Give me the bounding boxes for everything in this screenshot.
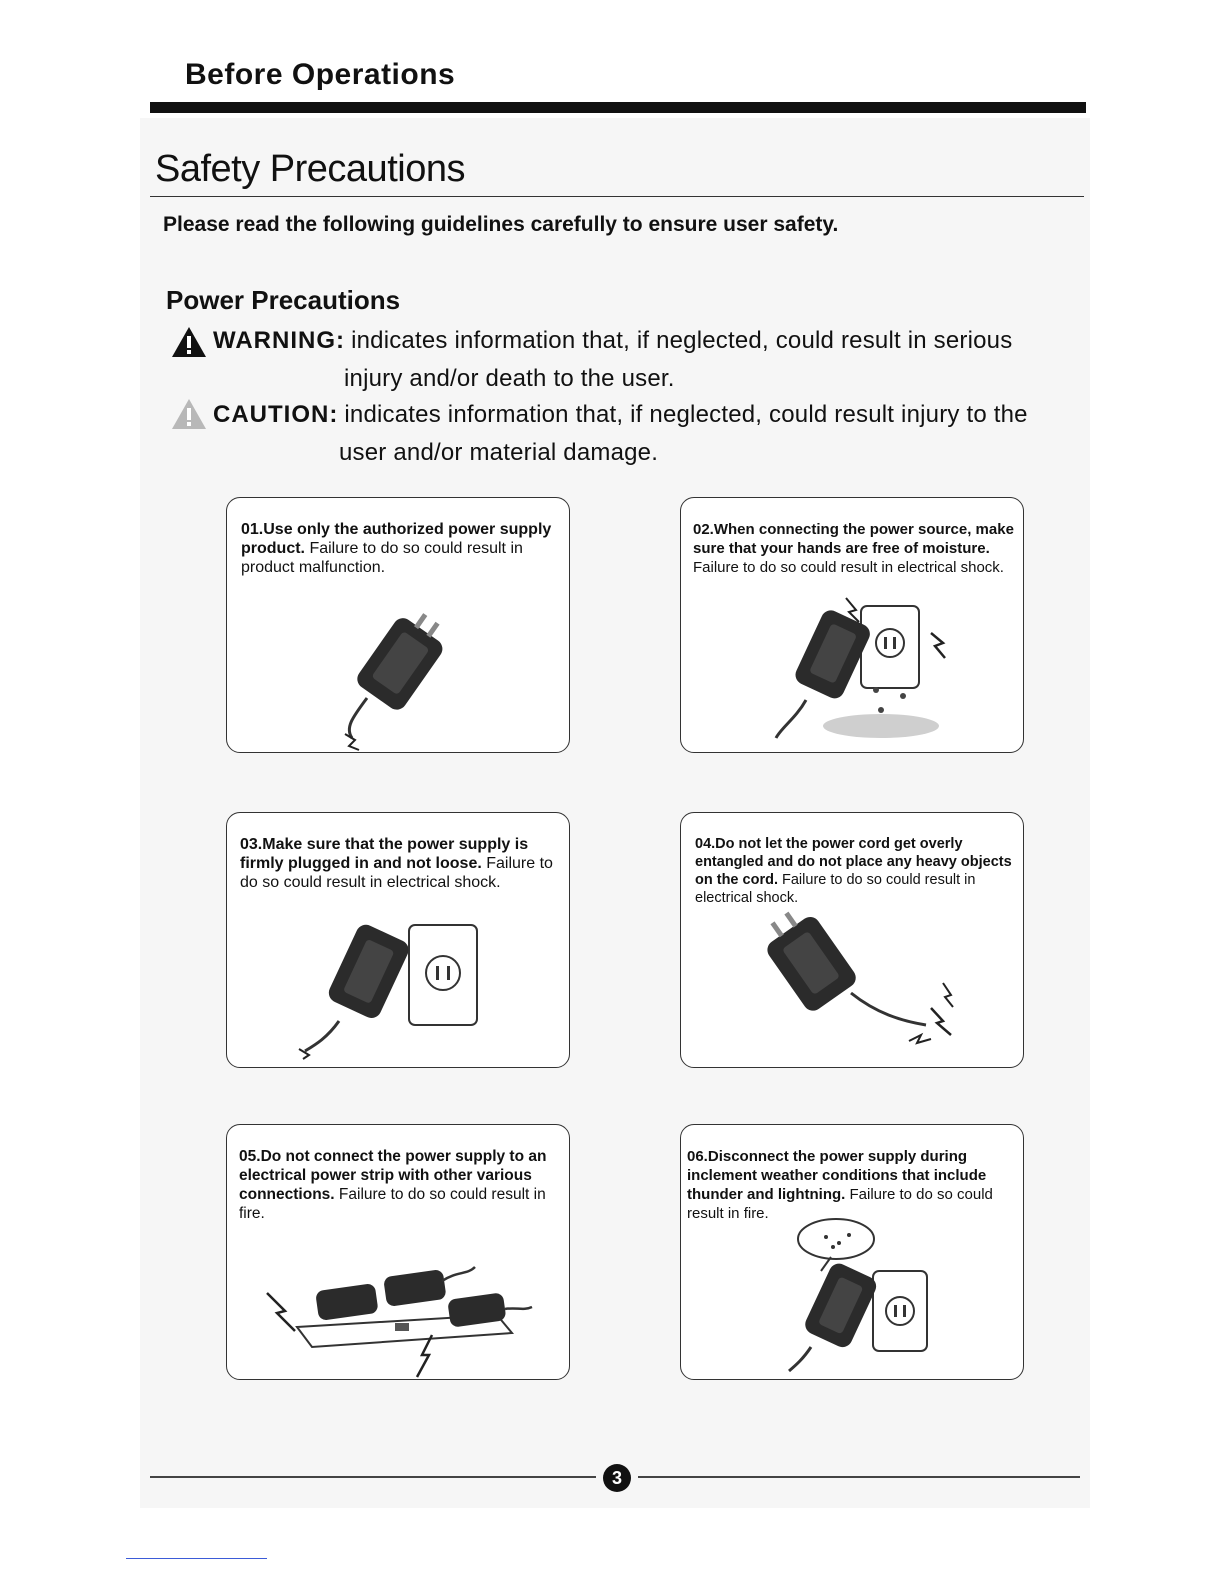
caution-text-line1: indicates information that, if neglected, could result injury to the [337, 401, 1028, 428]
warning-text-line2-wrap [344, 365, 675, 393]
footer-rule-right [638, 1476, 1080, 1478]
precaution-card-06 [680, 1124, 1024, 1380]
warning-separator: : [336, 327, 345, 354]
precaution-card-03 [226, 812, 570, 1068]
warning-notice [213, 327, 1012, 355]
warning-text-line1: indicates information that, if neglected, could result in serious [344, 327, 1013, 354]
wet-hands-shock-illustration [681, 588, 1023, 752]
page-number: 3 [603, 1464, 631, 1492]
card-number: 04. [695, 836, 716, 852]
card-consequence: Failure to do so could result in electrical shock. [693, 559, 1004, 576]
storm-disconnect-illustration [681, 1215, 1023, 1379]
caution-text-line2: user and/or material damage. [339, 439, 659, 466]
card-text [239, 1147, 561, 1223]
title-rule [150, 196, 1084, 197]
card-consequence: Failure to do so could result in fire. [239, 1186, 546, 1222]
overloaded-power-strip-illustration [227, 1215, 569, 1379]
power-precautions-heading: Power Precautions [166, 285, 401, 315]
card-consequence: Failure to do so could result in product malfunction. [241, 540, 523, 576]
card-text [695, 835, 1017, 907]
caution-notice [213, 401, 1028, 429]
intro-text: Please read the following guidelines carefully to ensure user safety. [163, 213, 839, 236]
precaution-card-01 [226, 497, 570, 753]
card-instruction: Do not connect the power supply to an electrical power strip with other various connections. [239, 1148, 547, 1203]
card-instruction: Make sure that the power supply is firmly plugged in and not loose. [240, 836, 529, 872]
precaution-card-02 [680, 497, 1024, 753]
card-text [687, 1147, 1019, 1223]
card-text [693, 520, 1015, 577]
damaged-cord-illustration [681, 903, 1023, 1067]
card-text [241, 520, 559, 577]
section-rule [150, 102, 1086, 113]
link-underline [126, 1558, 267, 1559]
card-instruction: Do not let the power cord get overly entangled and do not place any heavy objects on the cord. [695, 836, 1012, 888]
card-number: 05. [239, 1148, 261, 1165]
caution-separator: : [329, 401, 338, 428]
warning-text-line2: injury and/or death to the user. [344, 365, 675, 392]
precaution-card-04 [680, 812, 1024, 1068]
card-number: 02. [693, 521, 714, 538]
card-consequence: Failure to do so could result in electrical shock. [240, 855, 553, 891]
caution-label: CAUTION [213, 401, 330, 428]
footer-rule-left [150, 1476, 596, 1478]
card-number: 06. [687, 1148, 708, 1165]
card-number: 01. [241, 521, 264, 538]
caution-icon [171, 398, 207, 430]
caution-text-line2-wrap [339, 439, 658, 467]
card-number: 03. [240, 836, 263, 853]
power-adapter-illustration [227, 588, 569, 752]
warning-label: WARNING [213, 327, 336, 354]
page-title: Safety Precautions [155, 148, 465, 190]
plug-into-outlet-illustration [227, 903, 569, 1067]
card-consequence: Failure to do so could result in fire. [687, 1186, 993, 1222]
precaution-card-05 [226, 1124, 570, 1380]
card-instruction: Use only the authorized power supply product. [241, 521, 552, 557]
card-instruction: Disconnect the power supply during inclement weather conditions that include thunder and lightning. [687, 1148, 987, 1203]
card-text [240, 835, 562, 892]
section-title: Before Operations [185, 58, 456, 91]
card-instruction: When connecting the power source, make sure that your hands are free of moisture. [693, 521, 1014, 557]
card-consequence: Failure to do so could result in electrical shock. [695, 872, 976, 906]
warning-icon [171, 326, 207, 358]
